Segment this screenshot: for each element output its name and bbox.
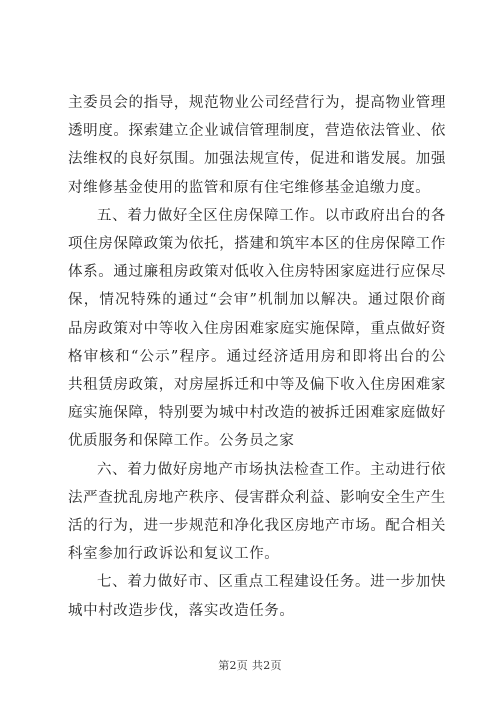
paragraph-housing-security: 五、着力做好全区住房保障工作。以市政府出台的各项住房保障政策为依托，搭建和筑牢本区的住房保障工作体系。通过廉租房政策对低收入住房特困家庭进行应保尽保，情况特殊的通过“会审”机制加以解决。通过限价商品房政策对中等收入住房困难家庭实施保障，重点做好资格审核和“公示”程序。通过经济适用房和即将出台的公共租赁房政策，对房屋拆迁和中等及偏下收入住房困难家庭实施保障，特别要为城中村改造的被拆迁困难家庭做好优质服务和保障工作。公务员之家 bbox=[68, 207, 446, 450]
paragraph-key-projects: 七、着力做好市、区重点工程建设任务。进一步加快城中村改造步伐，落实改造任务。 bbox=[68, 574, 446, 619]
paragraph-property-management: 主委员会的指导，规范物业公司经营行为，提高物业管理透明度。探索建立企业诚信管理制度，营造依法管业、依法维权的良好氛围。加强法规宣传，促进和谐发展。加强对维修基金使用的监管和原有住宅维修基金追缴力度。 bbox=[68, 95, 446, 196]
paragraph-market-enforcement: 六、着力做好房地产市场执法检查工作。主动进行依法严查扰乱房地产秩序、侵害群众利益、影响安全生产生活的行为，进一步规范和净化我区房地产市场。配合相关科室参加行政诉讼和复议工作。 bbox=[68, 461, 446, 563]
page-footer: 第2页 共2页 bbox=[218, 659, 282, 672]
document-body bbox=[68, 89, 446, 625]
